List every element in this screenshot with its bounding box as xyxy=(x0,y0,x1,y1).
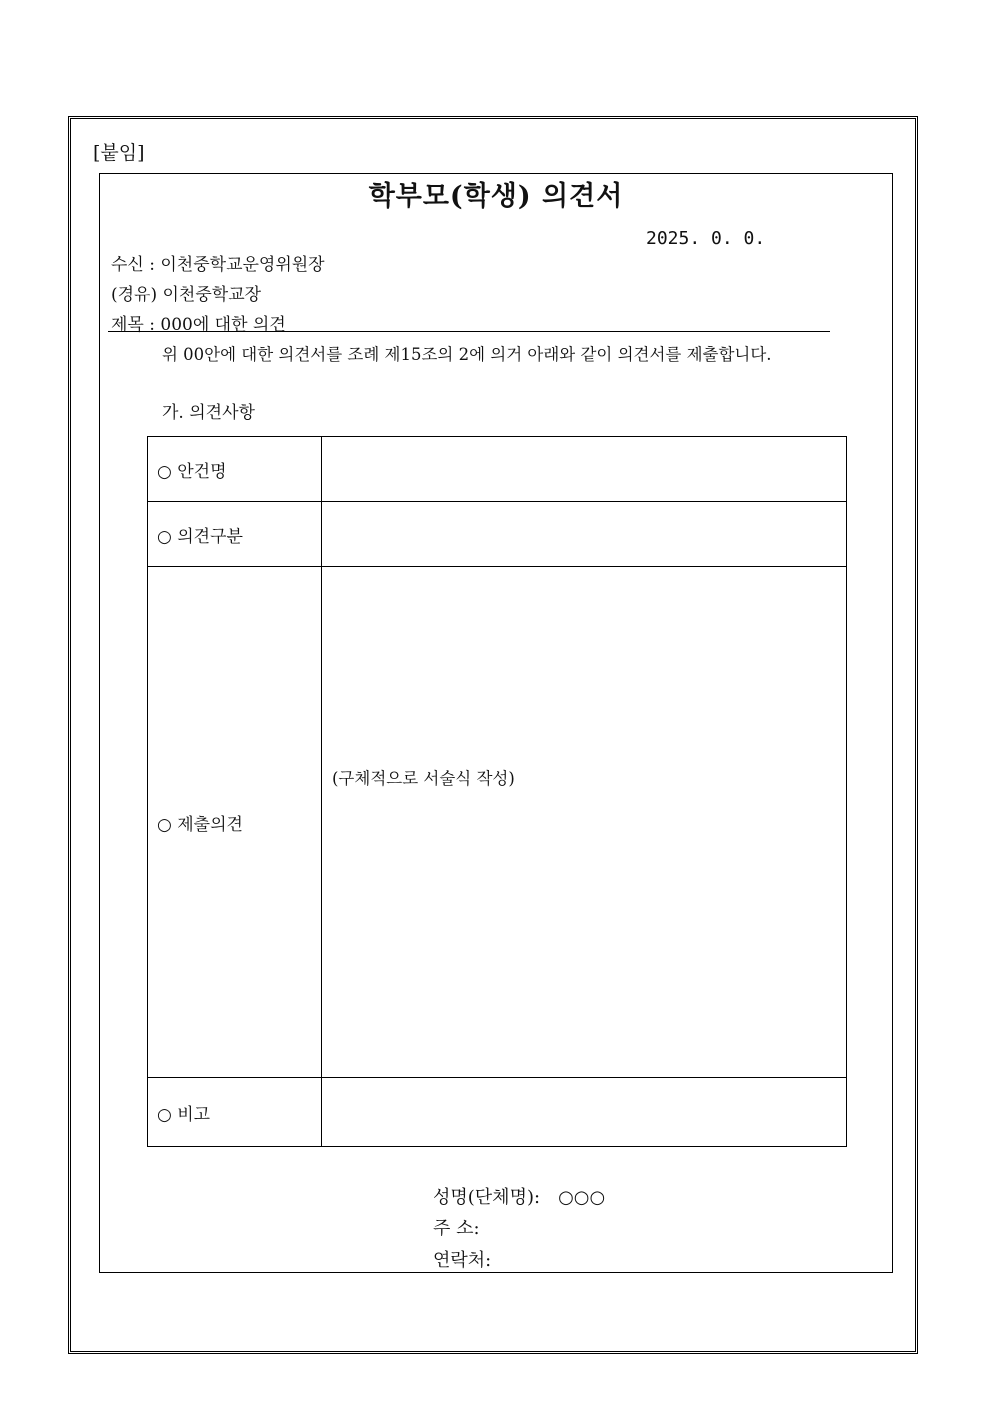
document-date: 2025. 0. 0. xyxy=(646,228,766,249)
signature-name-line xyxy=(433,1183,605,1209)
remarks-label: ○ 비고 xyxy=(148,1078,322,1147)
table-row-submitted-opinion xyxy=(148,567,847,1078)
remarks-value-field[interactable] xyxy=(322,1078,847,1147)
agenda-label: ○ 안건명 xyxy=(148,437,322,502)
submitted-opinion-value-field[interactable] xyxy=(322,567,847,1078)
signature-contact-line xyxy=(433,1246,491,1272)
table-row-remarks xyxy=(148,1078,847,1147)
section-heading: 가. 의견사항 xyxy=(162,403,255,423)
signature-name-value: ○○○ xyxy=(558,1187,606,1208)
submitted-opinion-label: ○ 제출의견 xyxy=(148,567,322,1078)
subject-divider xyxy=(108,331,830,332)
table-row-agenda xyxy=(148,437,847,502)
table-row-opinion-type xyxy=(148,502,847,567)
signature-address-label: 주 소: xyxy=(433,1218,480,1239)
recipient-line: 수신 : 이천중학교운영위원장 xyxy=(111,255,325,275)
opinion-table xyxy=(147,436,847,1147)
intro-paragraph: 위 00안에 대한 의견서를 조례 제15조의 2에 의거 아래와 같이 의견서를 제출합니다. xyxy=(162,345,772,364)
opinion-placeholder-hint: (구체적으로 서술식 작성) xyxy=(332,769,515,788)
signature-name-label: 성명(단체명): xyxy=(433,1187,541,1208)
agenda-value-field[interactable] xyxy=(322,437,847,502)
opinion-type-value-field[interactable] xyxy=(322,502,847,567)
signature-contact-label: 연락처: xyxy=(433,1250,492,1271)
signature-address-line xyxy=(433,1214,480,1240)
attachment-label: [붙임] xyxy=(93,142,145,164)
subject-line: 제목 : 000에 대한 의견 xyxy=(111,315,286,335)
opinion-type-label: ○ 의견구분 xyxy=(148,502,322,567)
via-line: (경유) 이천중학교장 xyxy=(111,285,262,305)
form-title: 학부모(학생) 의견서 xyxy=(368,181,624,212)
